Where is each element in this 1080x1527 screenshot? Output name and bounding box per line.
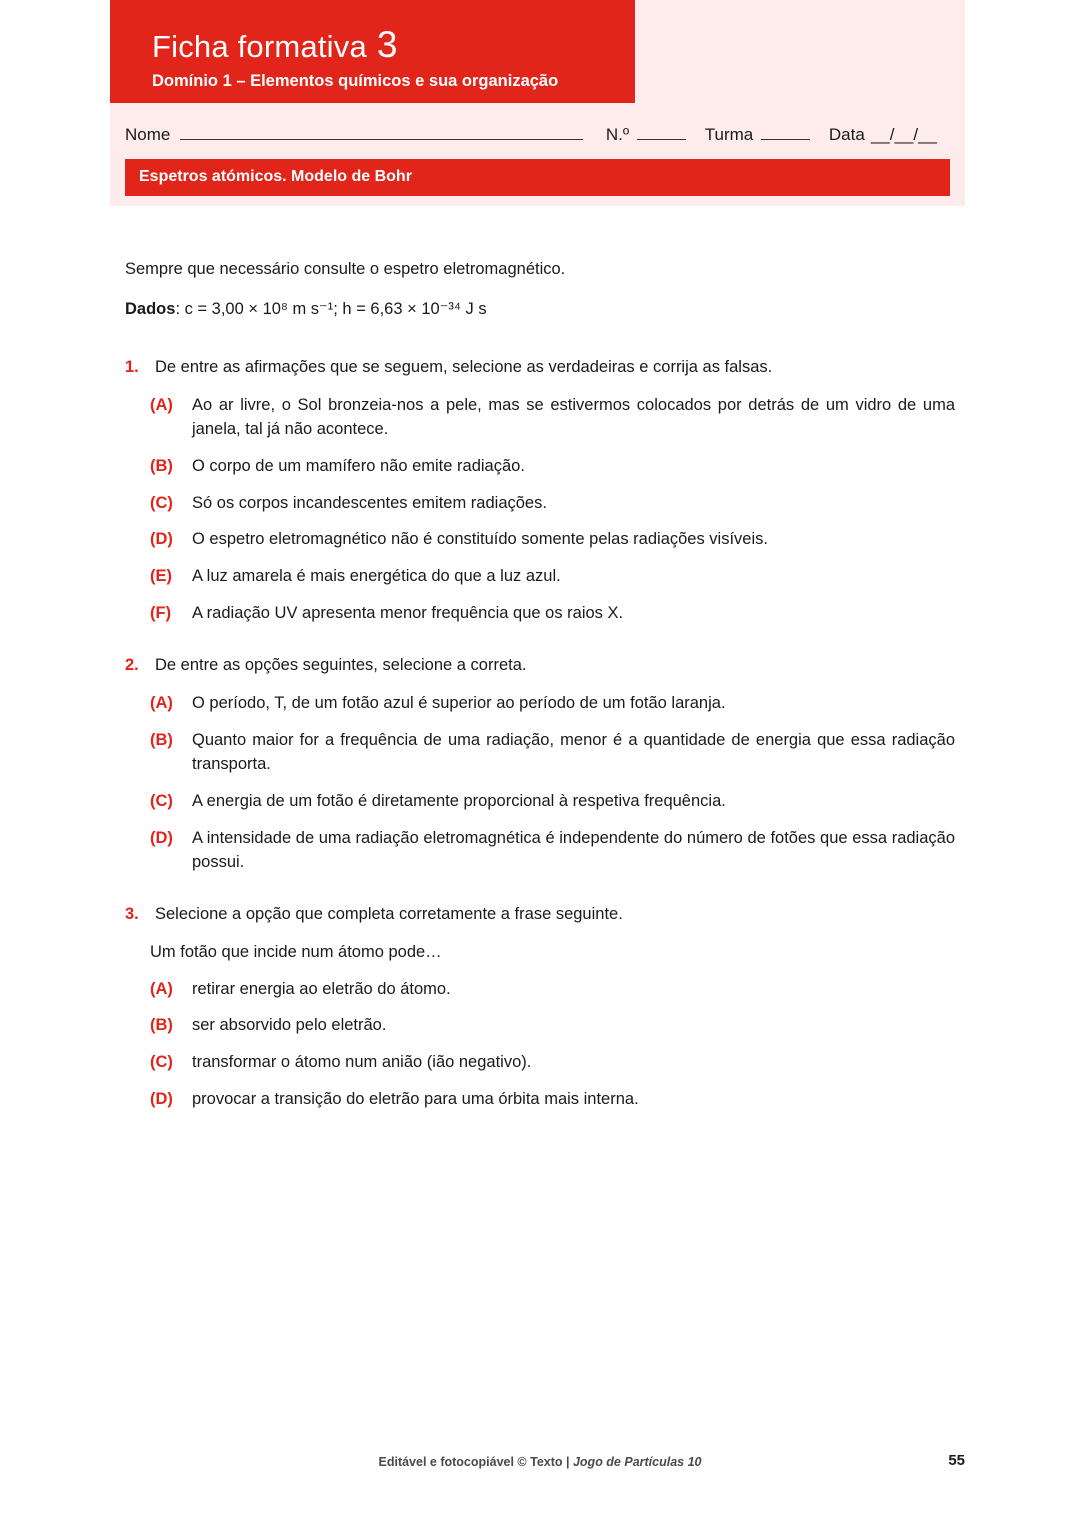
footer-credit-title: Jogo de Partículas 10 bbox=[572, 1455, 702, 1469]
document-body bbox=[125, 258, 955, 1140]
option-text: transformar o átomo num anião (ião negativo). bbox=[192, 1053, 532, 1072]
page-footer bbox=[0, 1455, 1080, 1469]
page-number: 55 bbox=[948, 1452, 965, 1469]
option-3c[interactable] bbox=[125, 1051, 955, 1075]
option-1a[interactable] bbox=[125, 394, 955, 442]
option-3a[interactable] bbox=[125, 978, 955, 1002]
option-letter: (D) bbox=[150, 828, 173, 847]
number-label: N.º bbox=[605, 125, 630, 145]
option-text: A energia de um fotão é diretamente proporcional à respetiva frequência. bbox=[192, 791, 726, 810]
question-1 bbox=[125, 356, 955, 626]
option-text: Quanto maior for a frequência de uma radiação, menor é a quantidade de energia que essa radiação transporta. bbox=[192, 731, 955, 773]
option-text: Ao ar livre, o Sol bronzeia-nos a pele, mas se estivermos colocados por detrás de um vidro de uma janela, tal já não acontece. bbox=[192, 395, 955, 438]
question-number: 2. bbox=[125, 656, 139, 675]
title-block bbox=[110, 0, 635, 103]
option-3b[interactable] bbox=[125, 1014, 955, 1038]
question-3 bbox=[125, 903, 955, 1113]
option-letter: (B) bbox=[150, 731, 173, 750]
option-1d[interactable] bbox=[125, 528, 955, 552]
date-input-line[interactable]: __/__/__ bbox=[870, 125, 938, 145]
option-letter: (C) bbox=[150, 1053, 173, 1072]
worksheet-number: 3 bbox=[376, 24, 398, 65]
option-letter: (A) bbox=[150, 694, 173, 713]
number-input-line[interactable] bbox=[637, 138, 686, 140]
title-line bbox=[152, 26, 609, 64]
option-text: O espetro eletromagnético não é constituído somente pelas radiações visíveis. bbox=[192, 530, 768, 549]
option-text: A radiação UV apresenta menor frequência que os raios X. bbox=[192, 604, 624, 623]
option-letter: (B) bbox=[150, 456, 173, 475]
option-2a[interactable] bbox=[125, 692, 955, 716]
option-text: O corpo de um mamífero não emite radiação. bbox=[192, 456, 525, 475]
option-2b[interactable] bbox=[125, 729, 955, 777]
option-2d[interactable] bbox=[125, 827, 955, 875]
name-label: Nome bbox=[125, 125, 171, 145]
option-text: Só os corpos incandescentes emitem radiações. bbox=[192, 493, 547, 512]
question-prompt: De entre as opções seguintes, selecione a correta. bbox=[155, 656, 527, 675]
option-letter: (B) bbox=[150, 1016, 173, 1035]
section-title-bar: Espetros atómicos. Modelo de Bohr bbox=[125, 159, 950, 196]
question-prompt: De entre as afirmações que se seguem, selecione as verdadeiras e corrija as falsas. bbox=[155, 357, 773, 376]
data-values: c = 3,00 × 10⁸ m s⁻¹; h = 6,63 × 10⁻³⁴ J s bbox=[184, 299, 487, 318]
question-head bbox=[125, 654, 955, 678]
option-text: provocar a transição do eletrão para uma órbita mais interna. bbox=[192, 1090, 639, 1109]
option-1f[interactable] bbox=[125, 602, 955, 626]
question-2 bbox=[125, 654, 955, 874]
footer-credit-plain: Editável e fotocopiável © Texto | bbox=[378, 1455, 573, 1469]
option-text: A intensidade de uma radiação eletromagnética é independente do número de fotões que essa radiação possui. bbox=[192, 828, 955, 871]
question-head bbox=[125, 903, 955, 927]
footer-credit bbox=[379, 1455, 702, 1469]
identification-row bbox=[110, 103, 965, 151]
worksheet-title: Ficha formativa bbox=[152, 29, 367, 64]
class-label: Turma bbox=[704, 125, 754, 145]
class-input-line[interactable] bbox=[761, 138, 810, 140]
option-text: retirar energia ao eletrão do átomo. bbox=[192, 979, 451, 998]
option-letter: (C) bbox=[150, 791, 173, 810]
name-input-line[interactable] bbox=[180, 138, 583, 140]
data-label: Dados bbox=[125, 299, 176, 318]
option-1e[interactable] bbox=[125, 565, 955, 589]
intro-text: Sempre que necessário consulte o espetro eletromagnético. bbox=[125, 260, 566, 278]
option-letter: (A) bbox=[150, 395, 173, 414]
option-text: A luz amarela é mais energética do que a luz azul. bbox=[192, 567, 561, 586]
question-lead: Um fotão que incide num átomo pode… bbox=[150, 942, 442, 961]
option-2c[interactable] bbox=[125, 790, 955, 814]
question-prompt: Selecione a opção que completa corretamente a frase seguinte. bbox=[155, 904, 623, 923]
option-letter: (E) bbox=[150, 567, 172, 586]
option-text: ser absorvido pelo eletrão. bbox=[192, 1016, 387, 1035]
option-letter: (A) bbox=[150, 979, 173, 998]
option-letter: (D) bbox=[150, 1090, 173, 1109]
option-letter: (C) bbox=[150, 493, 173, 512]
option-letter: (F) bbox=[150, 604, 172, 623]
question-number: 3. bbox=[125, 904, 139, 923]
header-band bbox=[110, 0, 965, 206]
option-text: O período, T, de um fotão azul é superior ao período de um fotão laranja. bbox=[192, 694, 726, 713]
date-label: Data bbox=[828, 125, 865, 145]
question-head bbox=[125, 356, 955, 380]
data-colon: : bbox=[175, 299, 185, 318]
worksheet-subtitle: Domínio 1 – Elementos químicos e sua organização bbox=[152, 71, 559, 90]
option-letter: (D) bbox=[150, 530, 173, 549]
option-1b[interactable] bbox=[125, 455, 955, 479]
data-line bbox=[125, 298, 955, 322]
question-number: 1. bbox=[125, 357, 139, 376]
option-1c[interactable] bbox=[125, 492, 955, 516]
option-3d[interactable] bbox=[125, 1088, 955, 1112]
